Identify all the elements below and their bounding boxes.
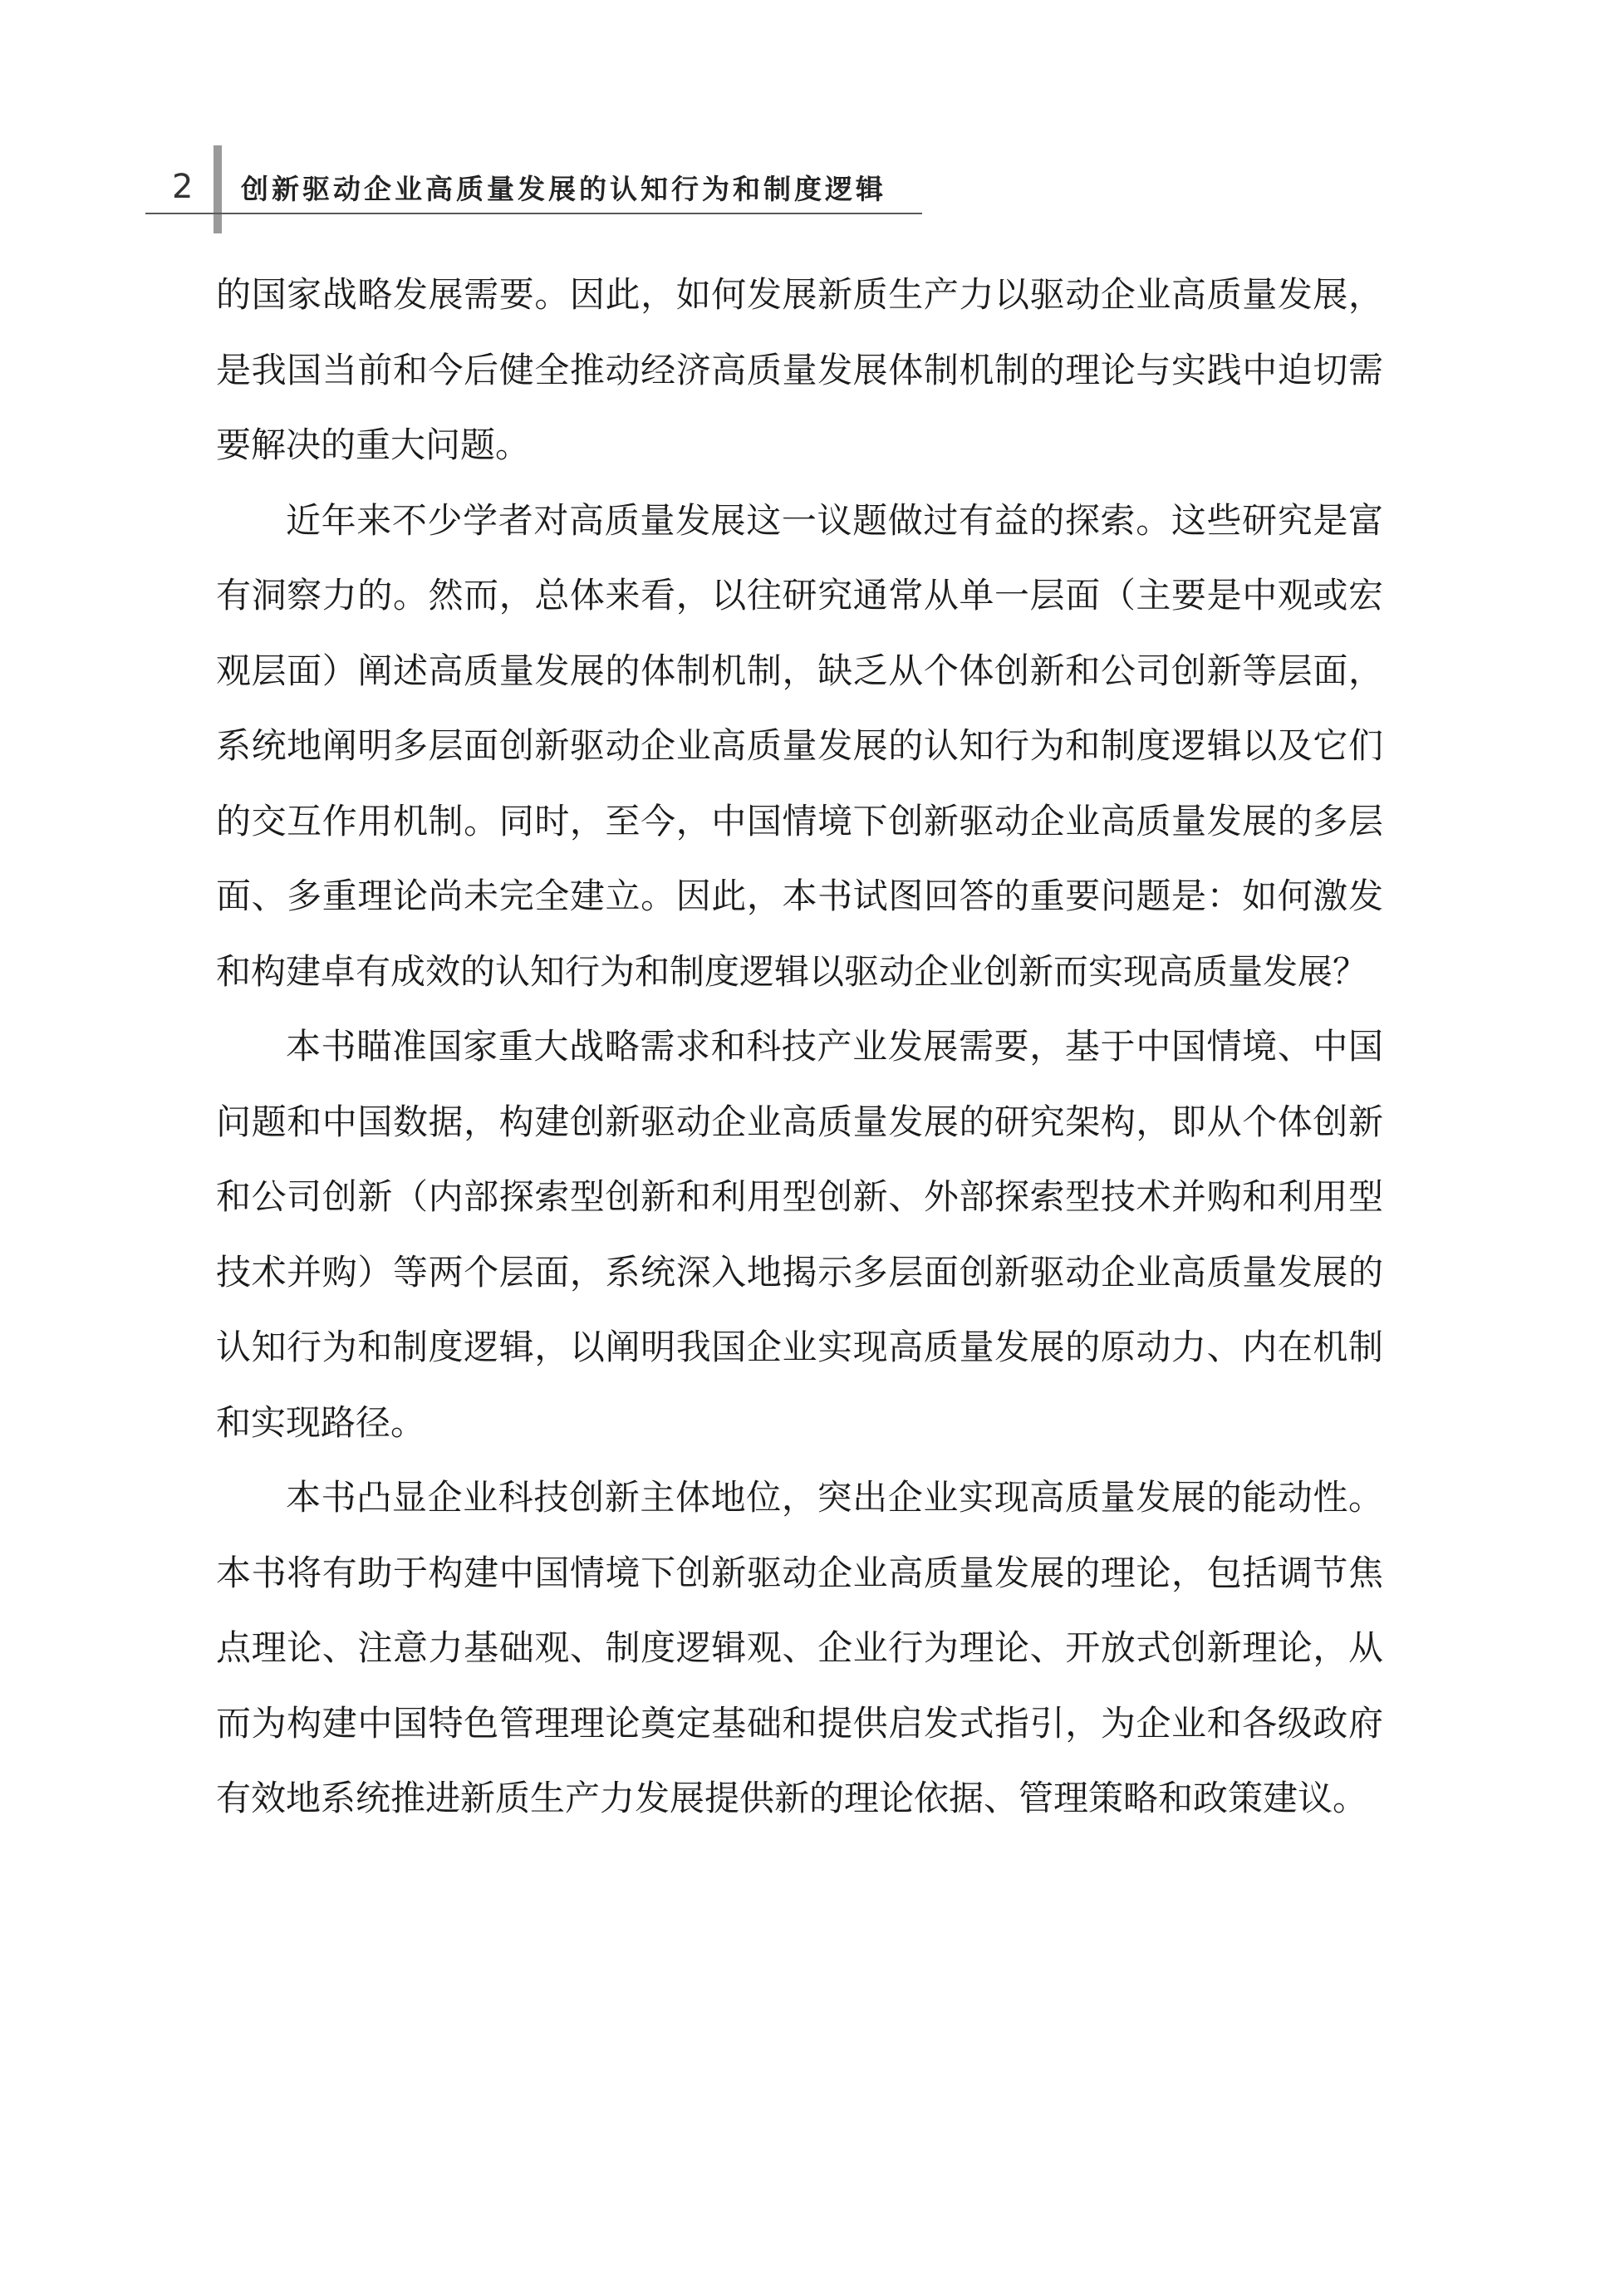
- header-rule: [145, 213, 922, 214]
- running-title: 创新驱动企业高质量发展的认知行为和制度逻辑: [241, 173, 886, 205]
- running-header: [145, 145, 922, 237]
- body-text: [216, 258, 1383, 1837]
- paragraph-continued: 的国家战略发展需要。因此，如何发展新质生产力以驱动企业高质量发展，是我国当前和今后健全推动经济高质量发展体制机制的理论与实践中迫切需要解决的重大问题。: [216, 274, 1383, 465]
- page-number: 2: [172, 168, 194, 206]
- paragraph: 近年来不少学者对高质量发展这一议题做过有益的探索。这些研究是富有洞察力的。然而，总体来看，以往研究通常从单一层面（主要是中观或宏观层面）阐述高质量发展的体制机制，缺乏从个体创新和公司创新等层面，系统地阐明多层面创新驱动企业高质量发展的认知行为和制度逻辑以及它们的交互作用机制。同时，至今，中国情境下创新驱动企业高质量发展的多层面、多重理论尚未完全建立。因此，本书试图回答的重要问题是：如何激发和构建卓有成效的认知行为和制度逻辑以驱动企业创新而实现高质量发展？: [216, 499, 1383, 992]
- paragraph: 本书瞄准国家重大战略需求和科技产业发展需要，基于中国情境、中国问题和中国数据，构建创新驱动企业高质量发展的研究架构，即从个体创新和公司创新（内部探索型创新和利用型创新、外部探索型技术并购和利用型技术并购）等两个层面，系统深入地揭示多层面创新驱动企业高质量发展的认知行为和制度逻辑，以阐明我国企业实现高质量发展的原动力、内在机制和实现路径。: [216, 1026, 1383, 1443]
- paragraph: 本书凸显企业科技创新主体地位，突出企业实现高质量发展的能动性。本书将有助于构建中国情境下创新驱动企业高质量发展的理论，包括调节焦点理论、注意力基础观、制度逻辑观、企业行为理论、开放式创新理论，从而为构建中国特色管理理论奠定基础和提供启发式指引，为企业和各级政府有效地系统推进新质生产力发展提供新的理论依据、管理策略和政策建议。: [216, 1477, 1383, 1818]
- header-divider-bar: [214, 145, 222, 233]
